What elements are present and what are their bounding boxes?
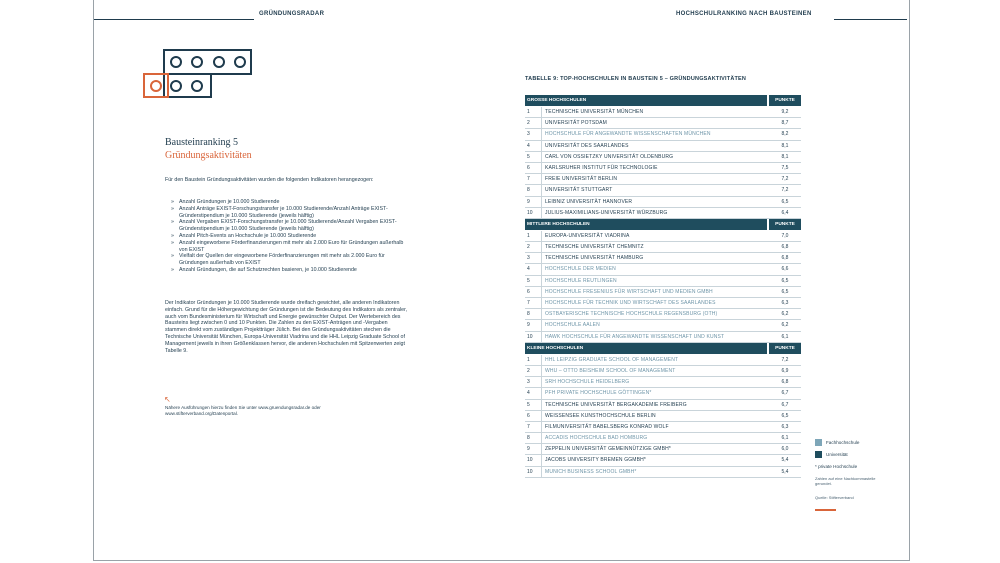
points-cell: 6,5 [781, 288, 789, 295]
points-cell: 6,6 [781, 266, 789, 273]
name-cell: HOCHSCHULE FÜR ANGEWANDTE WISSENSCHAFTEN MÜNCHEN [541, 129, 767, 139]
rank-cell: 1 [527, 109, 530, 115]
rank-cell: 2 [527, 244, 530, 251]
points-cell: 6,8 [781, 379, 789, 386]
table-row [525, 388, 801, 399]
rank-cell: 9 [527, 198, 530, 205]
points-cell: 7,0 [781, 232, 789, 239]
table-row [525, 309, 801, 320]
legend-swatch-uni [815, 451, 822, 458]
table-row [525, 118, 801, 129]
points-cell: 8,1 [781, 142, 789, 149]
table-row [525, 129, 801, 140]
name-cell: CARL VON OSSIETZKY UNIVERSITÄT OLDENBURG [541, 152, 767, 162]
name-cell: OSTBAYERISCHE TECHNISCHE HOCHSCHULE REGENSBURG (OTH) [541, 309, 767, 319]
rank-cell: 2 [527, 120, 530, 127]
stud [234, 56, 246, 68]
name-cell: TECHNISCHE UNIVERSITÄT BERGAKADEMIE FREIBERG [541, 400, 767, 410]
name-cell: FREIE UNIVERSITÄT BERLIN [541, 174, 767, 184]
rank-cell: 7 [527, 176, 530, 183]
section-name: KLEINE HOCHSCHULEN [525, 343, 767, 354]
points-cell: 6,8 [781, 255, 789, 262]
name-cell: UNIVERSITÄT STUTTGART [541, 185, 767, 195]
points-cell: 6,5 [781, 412, 789, 419]
table-row [525, 185, 801, 196]
name-cell: KARLSRUHER INSTITUT FÜR TECHNOLOGIE [541, 163, 767, 173]
stud [213, 56, 225, 68]
rank-cell: 10 [527, 457, 533, 464]
rank-cell: 5 [527, 401, 530, 408]
points-cell: 7,5 [781, 164, 789, 171]
indicator-item: » Anzahl Vergaben EXIST-Forschungstransfer je 10.000 Studierende/Anzahl Vergaben EXIST-Gründerstipendium je 10.000 Studierende (jeweils hälftig) [165, 219, 405, 233]
section-subtitle: Gründungsaktivitäten [165, 150, 252, 161]
name-cell: TECHNISCHE UNIVERSITÄT MÜNCHEN [541, 107, 767, 117]
name-cell: HAWK HOCHSCHULE FÜR ANGEWANDTE WISSENSCHAFT UND KUNST [541, 332, 767, 342]
name-cell: HHL LEIPZIG GRADUATE SCHOOL OF MANAGEMENT [541, 355, 767, 365]
table-row [525, 320, 801, 331]
points-cell: 7,2 [781, 176, 789, 183]
indicator-item: » Anzahl Gründungen, die auf Schutzrechten basieren, je 10.000 Studierende [165, 267, 405, 274]
points-cell: 6,9 [781, 367, 789, 374]
points-header: PUNKTE [769, 219, 801, 230]
table-row [525, 152, 801, 163]
name-cell: WHU – OTTO BEISHEIM SCHOOL OF MANAGEMENT [541, 366, 767, 376]
table-row [525, 467, 801, 478]
table-row [525, 197, 801, 208]
points-cell: 6,8 [781, 244, 789, 251]
rounding-note: Zahlen auf eine Nachkommastelle gerundet. [815, 476, 876, 486]
name-cell: TECHNISCHE UNIVERSITÄT HAMBURG [541, 253, 767, 263]
name-cell: LEIBNIZ UNIVERSITÄT HANNOVER [541, 197, 767, 207]
rank-cell: 6 [527, 164, 530, 171]
points-cell: 6,4 [781, 209, 789, 216]
points-cell: 6,0 [781, 446, 789, 453]
ranking-table [525, 95, 801, 478]
name-cell: HOCHSCHULE DER MEDIEN [541, 264, 767, 274]
header-left: GRÜNDUNGSRADAR [259, 11, 325, 17]
section-title: Bausteinranking 5 [165, 137, 239, 148]
points-cell: 6,7 [781, 390, 789, 397]
note-text: Nähere Ausführungen hierzu finden Sie unter www.gruendungsradar.de oder www.stifterverband.org/Datenportal. [165, 405, 321, 417]
indicator-list [165, 199, 405, 274]
table-row [525, 332, 801, 343]
name-cell: HOCHSCHULE AALEN [541, 320, 767, 330]
rank-cell: 1 [527, 232, 530, 239]
rank-cell: 4 [527, 142, 530, 149]
source-note: Quelle: Stifterverband [815, 495, 854, 500]
indicator-item: » Anzahl Gründungen je 10.000 Studierende [165, 199, 405, 206]
header-right-rule [834, 19, 907, 20]
body-text: Der Indikator Gründungen je 10.000 Studierende wurde dreifach gewichtet, alle anderen Indikatoren einfach. Grund für die Höhergewichtung der Gründungen ist die Bedeutung des Indikators als zentraler, auch vom Bundesministerium für Wirtschaft und Energie gewünschter Output. Der Wertebereich des Bausteins liegt zwischen 0 und 10 Punkten. Die Zahlen zu den EXIST-Anträgen und -Vergaben stammen direkt vom zuständigen Projektträger Jülich. Bei den Gründungsaktivitäten stechen die Technische Universität München, Europa-Universität Viadrina und die HHL Leipzig Graduate School of Management jeweils in ihren Größenklassen hervor, die anderen Hochschulen mit Spitzenwerten zeigt Tabelle 9. [165, 300, 408, 354]
indicator-item: » Vielfalt der Quellen der eingeworbene Förderfinanzierungen mit mehr als 2.000 Euro für Gründungen außerhalb von EXIST [165, 253, 405, 267]
rank-cell: 6 [527, 412, 530, 419]
table-row [525, 107, 801, 118]
name-cell: HOCHSCHULE FÜR TECHNIK UND WIRTSCHAFT DES SAARLANDES [541, 298, 767, 308]
rank-cell: 9 [527, 446, 530, 453]
points-cell: 8,1 [781, 153, 789, 160]
name-cell: FILMUNIVERSITÄT BABELSBERG KONRAD WOLF [541, 422, 767, 432]
points-cell: 6,5 [781, 277, 789, 284]
points-cell: 8,2 [781, 131, 789, 138]
points-cell: 6,5 [781, 198, 789, 205]
stud [191, 56, 203, 68]
legend-item-uni [815, 448, 859, 460]
name-cell: WEISSENSEE KUNSTHOCHSCHULE BERLIN [541, 411, 767, 421]
section-name: MITTLERE HOCHSCHULEN [525, 219, 767, 230]
rank-cell: 4 [527, 266, 530, 273]
indicator-item: » Anzahl Pitch-Events an Hochschule je 10.000 Studierende [165, 233, 405, 240]
legend-label-private: * private Hochschule [815, 463, 858, 469]
points-cell: 5,4 [781, 468, 789, 475]
name-cell: UNIVERSITÄT POTSDAM [541, 118, 767, 128]
accent-bar [815, 509, 836, 511]
table-row [525, 287, 801, 298]
name-cell: HOCHSCHULE FRESENIUS FÜR WIRTSCHAFT UND MEDIEN GMBH [541, 287, 767, 297]
table-row [525, 163, 801, 174]
stud [170, 80, 182, 92]
table-row [525, 444, 801, 455]
legend-label-fh: Fachhochschule [826, 439, 860, 445]
stud [150, 80, 162, 92]
section-name: GROSSE HOCHSCHULEN [525, 95, 767, 106]
rank-cell: 8 [527, 435, 530, 442]
legend-swatch-fh [815, 439, 822, 446]
stud [191, 80, 203, 92]
table-row [525, 377, 801, 388]
table-row [525, 231, 801, 242]
points-cell: 6,7 [781, 401, 789, 408]
rank-cell: 1 [527, 356, 530, 363]
legend-label-uni: Universität [826, 451, 848, 457]
table-section-header [525, 343, 801, 354]
points-cell: 6,1 [781, 435, 789, 442]
name-cell: ZEPPELIN UNIVERSITÄT GEMEINNÜTZIGE GMBH* [541, 444, 767, 454]
table-row [525, 253, 801, 264]
points-cell: 9,2 [781, 109, 789, 115]
rank-cell: 6 [527, 288, 530, 295]
points-header: PUNKTE [769, 343, 801, 354]
rank-cell: 3 [527, 255, 530, 262]
legend-item-fh [815, 436, 859, 448]
rank-cell: 9 [527, 322, 530, 329]
rank-cell: 5 [527, 153, 530, 160]
name-cell: TECHNISCHE UNIVERSITÄT CHEMNITZ [541, 242, 767, 252]
points-cell: 7,2 [781, 356, 789, 363]
legend [815, 436, 859, 472]
points-cell: 5,4 [781, 457, 789, 464]
name-cell: UNIVERSITÄT DES SAARLANDES [541, 141, 767, 151]
name-cell: PFH PRIVATE HOCHSCHULE GÖTTINGEN* [541, 388, 767, 398]
rank-cell: 4 [527, 390, 530, 397]
points-cell: 7,2 [781, 187, 789, 194]
table-row [525, 141, 801, 152]
rank-cell: 10 [527, 209, 533, 216]
table-row [525, 422, 801, 433]
table-row [525, 264, 801, 275]
name-cell: EUROPA-UNIVERSITÄT VIADRINA [541, 231, 767, 241]
table-section-header [525, 219, 801, 230]
points-header: PUNKTE [769, 95, 801, 106]
table-row [525, 298, 801, 309]
rank-cell: 7 [527, 300, 530, 306]
header-left-rule [94, 19, 254, 20]
stud [170, 56, 182, 68]
rank-cell: 10 [527, 468, 533, 475]
header-right: HOCHSCHULRANKING NACH BAUSTEINEN [676, 11, 812, 17]
table-row [525, 276, 801, 287]
name-cell: ACCADIS HOCHSCHULE BAD HOMBURG [541, 433, 767, 443]
rank-cell: 3 [527, 379, 530, 386]
rank-cell: 2 [527, 367, 530, 374]
table-row [525, 455, 801, 466]
name-cell: JULIUS-MAXIMILIANS-UNIVERSITÄT WÜRZBURG [541, 208, 767, 218]
table-row [525, 366, 801, 377]
table-row [525, 174, 801, 185]
name-cell: MUNICH BUSINESS SCHOOL GMBH* [541, 467, 767, 477]
rank-cell: 8 [527, 187, 530, 194]
legend-item-private [815, 460, 859, 472]
points-cell: 6,3 [781, 423, 789, 430]
points-cell: 6,2 [781, 311, 789, 318]
name-cell: SRH HOCHSCHULE HEIDELBERG [541, 377, 767, 387]
points-cell: 6,1 [781, 333, 789, 340]
table-row [525, 433, 801, 444]
rank-cell: 3 [527, 131, 530, 138]
table-row [525, 242, 801, 253]
table-row [525, 411, 801, 422]
table-row [525, 355, 801, 366]
intro-text: Für den Baustein Gründungsaktivitäten wurden die folgenden Indikatoren herangezogen: [165, 177, 374, 183]
name-cell: HOCHSCHULE REUTLINGEN [541, 276, 767, 286]
rank-cell: 10 [527, 333, 533, 340]
table-title: TABELLE 9: TOP-HOCHSCHULEN IN BAUSTEIN 5 – GRÜNDUNGSAKTIVITÄTEN [525, 76, 747, 82]
indicator-item: » Anzahl eingeworbene Förderfinanzierungen mit mehr als 2.000 Euro für Gründungen außerhalb von EXIST [165, 240, 405, 254]
rank-cell: 5 [527, 277, 530, 284]
rank-cell: 8 [527, 311, 530, 318]
table-row [525, 208, 801, 219]
arrow-icon: ↖ [164, 395, 171, 404]
points-cell: 8,7 [781, 120, 789, 127]
rank-cell: 7 [527, 423, 530, 430]
table-section-header [525, 95, 801, 106]
points-cell: 6,3 [781, 300, 789, 306]
name-cell: JACOBS UNIVERSITY BREMEN GGMBH* [541, 455, 767, 465]
points-cell: 6,2 [781, 322, 789, 329]
table-row [525, 400, 801, 411]
indicator-item: » Anzahl Anträge EXIST-Forschungstransfer je 10.000 Studierende/Anzahl Anträge EXIST-Gründerstipendium je 10.000 Studierende (jeweils hälftig) [165, 206, 405, 220]
